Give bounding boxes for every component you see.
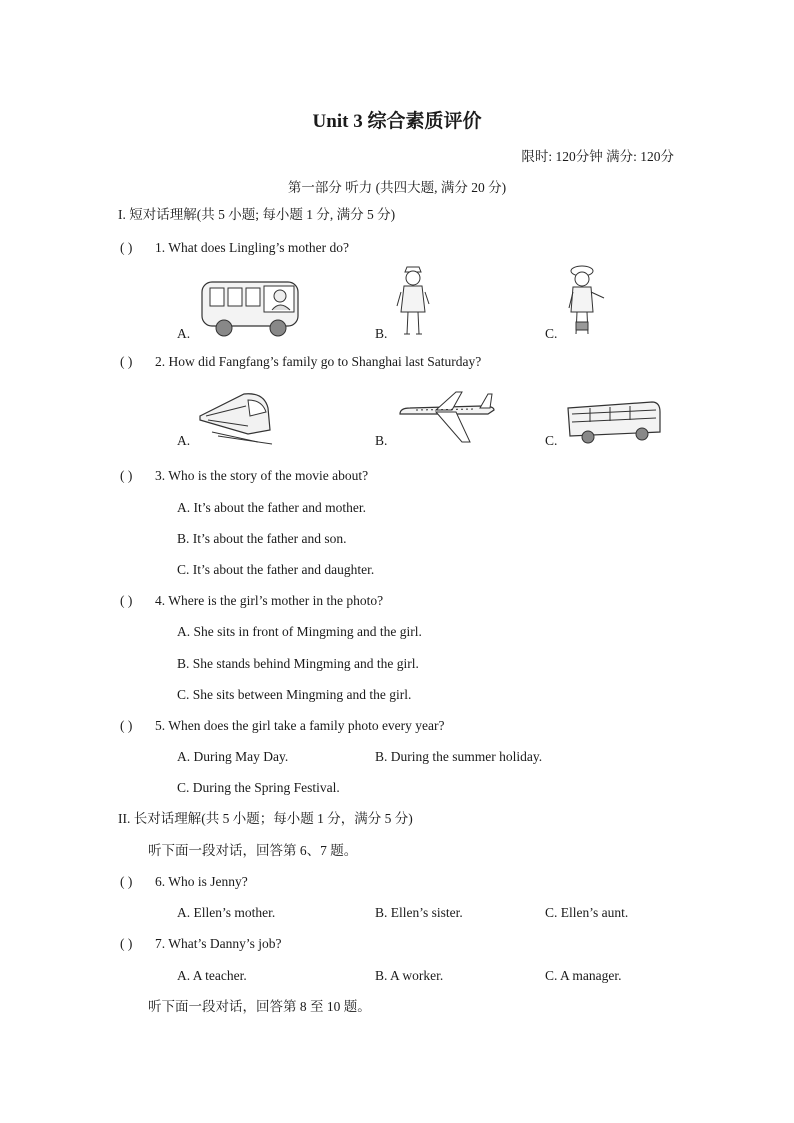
q4-option-b[interactable]: B. She stands behind Mingming and the girl.: [177, 656, 419, 671]
q4-option-c[interactable]: C. She sits between Mingming and the girl.: [177, 687, 412, 702]
q6-text: 6. Who is Jenny?: [155, 874, 248, 889]
q1-option-b[interactable]: B.: [375, 326, 388, 341]
q2-answer-blank[interactable]: ( ): [120, 354, 133, 369]
plane-icon: [396, 390, 498, 446]
dialogue-intro-6-7: 听下面一段对话，回答第 6、7 题。: [148, 843, 358, 858]
q5-option-c[interactable]: C. During the Spring Festival.: [177, 780, 340, 795]
q5-answer-blank[interactable]: ( ): [120, 718, 133, 733]
bus-driver-icon: [198, 276, 306, 338]
q3-text: 3. Who is the story of the movie about?: [155, 468, 369, 483]
tour-guide-icon: [564, 264, 608, 340]
nurse-icon: [395, 264, 431, 340]
q1-option-a[interactable]: A.: [177, 326, 191, 341]
dialogue-intro-8-10: 听下面一段对话，回答第 8 至 10 题。: [148, 999, 371, 1014]
q2-option-c[interactable]: C.: [545, 433, 558, 448]
part-heading: 第一部分 听力 (共四大题, 满分 20 分): [287, 180, 507, 195]
q7-answer-blank[interactable]: ( ): [120, 936, 133, 951]
q7-option-c[interactable]: C. A manager.: [545, 968, 622, 983]
q4-text: 4. Where is the girl’s mother in the photo?: [155, 593, 384, 608]
q2-option-b[interactable]: B.: [375, 433, 388, 448]
q3-option-c[interactable]: C. It’s about the father and daughter.: [177, 562, 375, 577]
q4-option-a[interactable]: A. She sits in front of Mingming and the girl.: [177, 624, 422, 639]
q5-text: 5. When does the girl take a family photo every year?: [155, 718, 445, 733]
q6-answer-blank[interactable]: ( ): [120, 874, 133, 889]
q3-option-b[interactable]: B. It’s about the father and son.: [177, 531, 347, 546]
train-icon: [198, 386, 274, 446]
section-1-heading: I. 短对话理解(共 5 小题; 每小题 1 分, 满分 5 分): [118, 207, 396, 222]
page-title: Unit 3 综合素质评价: [312, 111, 482, 132]
q7-option-a[interactable]: A. A teacher.: [177, 968, 247, 983]
q6-option-a[interactable]: A. Ellen’s mother.: [177, 905, 276, 920]
q3-answer-blank[interactable]: ( ): [120, 468, 133, 483]
q7-text: 7. What’s Danny’s job?: [155, 936, 282, 951]
q6-option-b[interactable]: B. Ellen’s sister.: [375, 905, 463, 920]
q5-option-b[interactable]: B. During the summer holiday.: [375, 749, 543, 764]
q5-option-a[interactable]: A. During May Day.: [177, 749, 289, 764]
q6-option-c[interactable]: C. Ellen’s aunt.: [545, 905, 629, 920]
section-2-heading: II. 长对话理解(共 5 小题；每小题 1 分，满分 5 分): [118, 811, 413, 826]
time-limit: 限时: 120分钟 满分: 120分: [521, 149, 674, 164]
q4-answer-blank[interactable]: ( ): [120, 593, 133, 608]
q1-text: 1. What does Lingling’s mother do?: [155, 240, 349, 255]
q1-option-c[interactable]: C.: [545, 326, 558, 341]
q3-option-a[interactable]: A. It’s about the father and mother.: [177, 500, 366, 515]
q2-option-a[interactable]: A.: [177, 433, 191, 448]
q2-text: 2. How did Fangfang’s family go to Shanghai last Saturday?: [155, 354, 482, 369]
q7-option-b[interactable]: B. A worker.: [375, 968, 444, 983]
q1-answer-blank[interactable]: ( ): [120, 240, 133, 255]
bus-icon: [566, 398, 664, 446]
